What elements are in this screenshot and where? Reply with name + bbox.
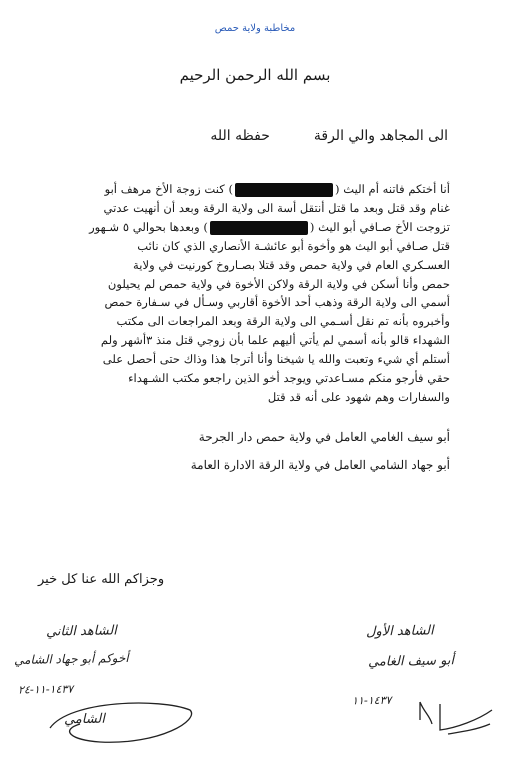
closing-line: وجزاكم الله عنا كل خير: [38, 572, 165, 587]
body-line-6: حمص وأنا أسكن في ولاية الرقة ولاكن الأخوة في ولاية حمص لم يحيلون: [107, 276, 450, 291]
letter-body: [45, 180, 450, 407]
first-witness-name: أبو سيف الغامي: [367, 653, 455, 670]
body-line-2: غنام وقد قتل وبعد ما قتل أنتقل أسة الى ولاية الرقة وبعد أن أنهيت عدتي: [103, 200, 450, 215]
redaction-bar: [235, 183, 333, 197]
second-witness-date: ١٤٣٧-١١-٢٤: [17, 682, 74, 697]
second-witness-name: أخوكم أبو جهاد الشامي: [13, 651, 129, 667]
redaction-bar: [210, 221, 308, 235]
first-witness-date: ١٤٣٧-١١: [351, 693, 392, 708]
body-line-11: حقي فأرجو منكم مسـاعدتي ويوجد أخو الذين راجعو مكتب الشـهداء: [128, 371, 450, 386]
body-line-10: أستلم أي شيء وتعبت والله يا شيخنا وأنا أترجا هذا وذاك حتى أحصل على: [102, 352, 450, 367]
body-line-5: العسـكري العام في ولاية حمص وقد قتلا بصـاروخ كورنيت في ولاية: [133, 257, 450, 272]
body-line-12: والسفارات وهم شهود على أنه قد قتل: [267, 389, 450, 404]
witness-line-1: أبو سيف الغامي العامل في ولاية حمص دار الجرحة: [198, 430, 450, 444]
body-line-4: قتل صـافي أبو اليث هو وأخوة أبو عائشـة الأنصاري الذي كان نائب: [137, 238, 450, 253]
body-line-9: الشهداء قالو بأنه أسمي لم يأتي أليهم علما بأن زوجي قتل منذ ٣أشهر ولم: [100, 333, 450, 348]
second-witness-signature: الشامي: [63, 711, 106, 728]
first-witness-title: الشاهد الأول: [365, 623, 434, 640]
first-witness-signature-mark: [360, 690, 500, 740]
body-line-1: أنا أختكم فاتنه أم اليث () كنت زوجة الأخ مرهف أبو: [104, 182, 450, 196]
header-stamp: مخاطبة ولاية حمص: [214, 23, 296, 34]
body-line-7: أسمي الى ولاية الرقة وذهب أحد الأخوة أقاربي وسـأل في سـفارة حمص: [104, 295, 450, 310]
body-line-8: وأخبروه بأنه تم نقل أسـمي الى ولاية الرقة وبعد المراجعات الى مكتب: [116, 314, 450, 329]
recipient: الى المجاهد والي الرقة: [313, 128, 448, 144]
second-witness-signature-loop: [40, 690, 200, 750]
witness-line-2: أبو جهاد الشامي العامل في ولاية الرقة الادارة العامة: [190, 458, 450, 472]
basmala-heading: بسم الله الرحمن الرحيم: [179, 66, 331, 84]
recipient-line: [28, 128, 448, 144]
salutation: حفظه الله: [210, 128, 270, 144]
second-witness-title: الشاهد الثاني: [45, 623, 117, 640]
body-line-3: تزوجت الأخ صـافي أبو اليث () وبعدها بحوالي ٥ شـهور: [89, 219, 450, 234]
